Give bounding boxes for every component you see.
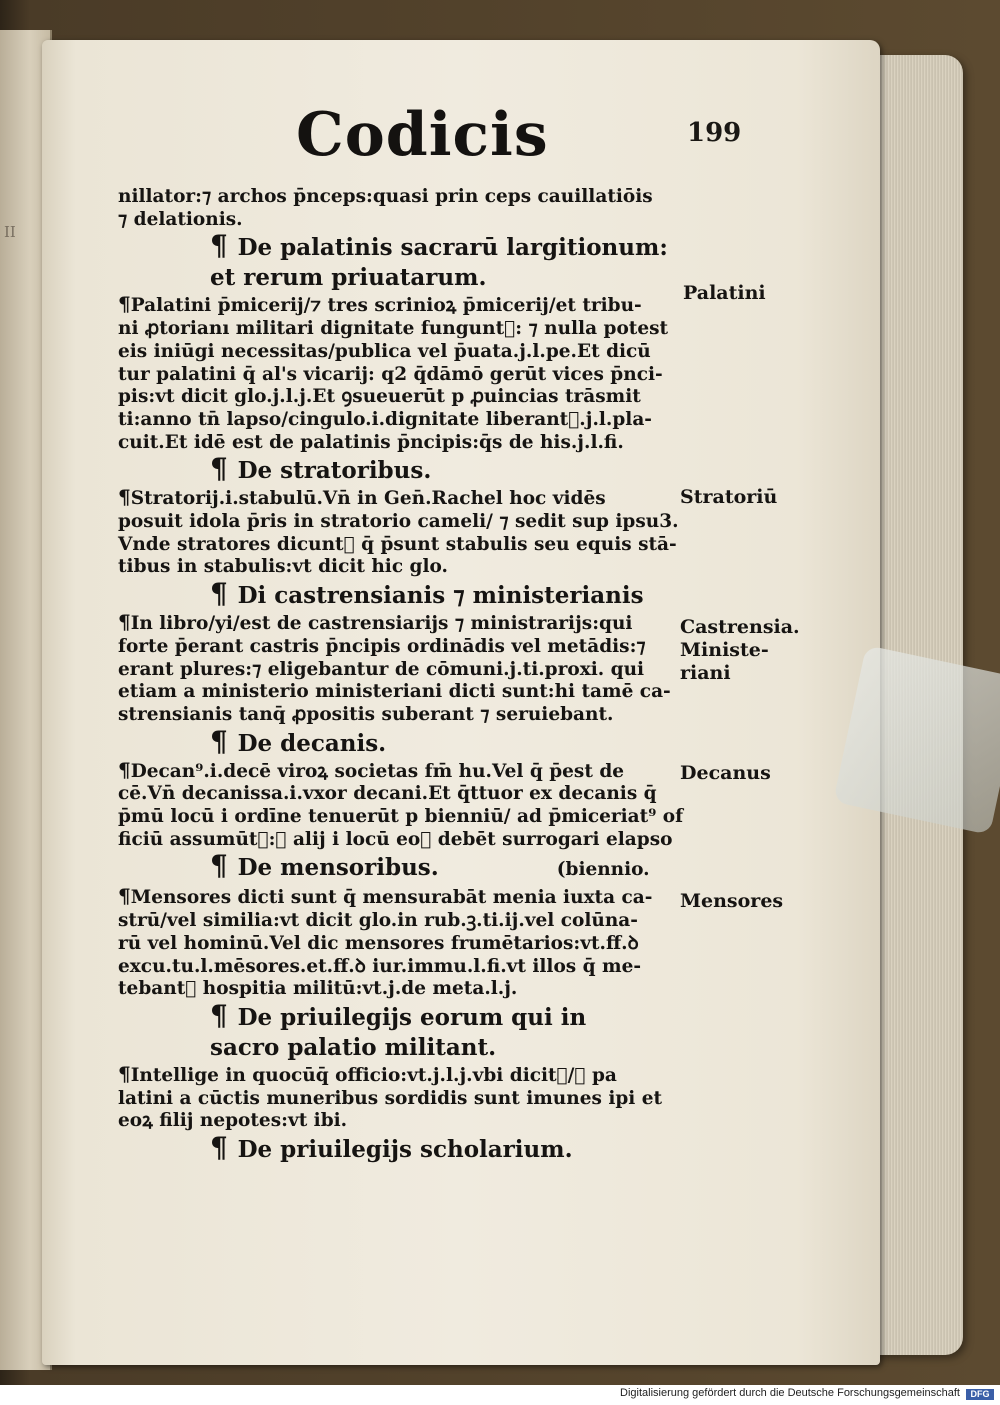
heading-text: De palatinis sacrarū largitionum: [237, 234, 668, 262]
line-text: Intellige in quocūq̄ officio:vt.j.l.j.vbi dicitᷣ/ꝙ pa [130, 1064, 617, 1086]
line-text: ti:anno tn̄ lapso/cingulo.i.dignitate liberantᷣ.j.l.pla- [118, 408, 652, 430]
text-line [118, 409, 688, 432]
line-text: posuit idola p̄ris in stratorio cameli/ ⁊ sedit sup ipsu3. [118, 511, 679, 533]
margin-note-mensores: Mensores [680, 890, 784, 912]
text-line [118, 704, 688, 727]
footer-credit: Digitalisierung gefördert durch die Deutsche Forschungsgemeinschaft [620, 1387, 960, 1399]
text-line [118, 186, 688, 209]
line-text: erant plures:⁊ eligebantur de cōmuni.j.ti.proxi. qui [118, 658, 645, 680]
text-line [118, 783, 688, 806]
pilcrow-icon: ¶ [210, 998, 238, 1032]
running-title: Codicis [296, 100, 549, 170]
line-text: Vnde stratores dicuntᷣ q̄ p̄sunt stabulis seu equis stā- [118, 533, 677, 555]
pilcrow-icon: ¶ [118, 884, 131, 909]
dfg-logo: DFG [966, 1389, 994, 1400]
line-text: strū/vel similia:vt dicit glo.in rub.ꝫ.ti.ij.vel colūna- [118, 910, 638, 932]
heading-text: De mensoribus. [237, 854, 439, 882]
line-text: cē.Vn̄ decanissa.i.vxor decani.Et q̄ttuor ex decanis q̄ [118, 783, 657, 805]
text-line [118, 209, 688, 232]
carry-over-word: (biennio. [556, 859, 650, 881]
line-text: tur palatini q̄ al's vicarij: q2 q̄dāmō gerūt vices p̄nci- [118, 363, 663, 385]
section-heading [118, 1033, 688, 1063]
text-line [118, 386, 688, 409]
text-line [118, 910, 688, 933]
pilcrow-icon: ¶ [118, 610, 131, 635]
pilcrow-icon: ¶ [118, 292, 131, 317]
line-text: strensianis tanq̄ ꝓpositis suberant ⁊ seruiebant. [118, 703, 614, 725]
text-line [118, 806, 688, 829]
text-line [118, 432, 688, 455]
line-text: In libro/yi/est de castrensiarijs ⁊ ministrarijs:qui [130, 613, 633, 635]
line-text: eis iniūgi necessitas/publica vel p̄uata.j.l.pe.Et dicū [118, 340, 651, 362]
margin-note-castrensia: Castrensia. [680, 616, 800, 638]
section-heading [118, 851, 688, 885]
line-text: ficiū assumūtᷣ:⁊ alij i locū eoꝝ debēt surrogari elapso [118, 828, 673, 850]
paragraph-first-line [118, 611, 688, 636]
pilcrow-icon: ¶ [210, 1131, 238, 1165]
section-heading [118, 579, 688, 611]
line-text: pis:vt dicit glo.j.l.j.Et ꝯsueuerūt p ꝓuincias trāsmit [118, 386, 641, 408]
text-line [118, 318, 688, 341]
margin-note-palatini: Palatini [683, 282, 766, 304]
text-line [118, 956, 688, 979]
text-line [118, 829, 688, 852]
line-text: latini a cūctis muneribus sordidis sunt imunes ipi et [118, 1087, 663, 1109]
line-text: ni ꝓtorianı militari dignitate funguntᷣ: ⁊ nulla potest [118, 318, 669, 340]
line-text: Palatini p̄micerij/⁊ tres scrinioꝝ p̄micerij/et tribu- [130, 295, 642, 317]
pilcrow-icon: ¶ [210, 229, 238, 263]
text-line [118, 659, 688, 682]
text-line [118, 556, 688, 579]
line-text: Stratorij.i.stabulū.Vn̄ in Gen̄.Rachel hoc vidēs [130, 488, 606, 510]
line-text: eoꝝ filij nepotes:vt ibi. [118, 1110, 348, 1132]
text-line [118, 1110, 688, 1133]
heading-text: De priuilegijs eorum qui in [237, 1003, 587, 1031]
pilcrow-icon: ¶ [118, 757, 131, 782]
text-line [118, 681, 688, 704]
line-text: forte p̄erant castris p̄ncipis ordinādis vel metādis:⁊ [118, 635, 646, 657]
paragraph-first-line [118, 885, 688, 910]
section-heading [118, 998, 688, 1033]
section-heading [118, 1133, 688, 1165]
heading-text: De decanis. [237, 729, 387, 757]
text-line [118, 511, 688, 534]
text-line [118, 1088, 688, 1111]
section-heading [118, 724, 688, 759]
heading-text: sacro palatio militant. [210, 1033, 497, 1061]
heading-text: De stratoribus. [237, 457, 432, 485]
line-text: etiam a ministerio ministeriani dicti sunt:hi tamē ca- [118, 681, 671, 703]
text-line [118, 978, 688, 1001]
line-text: ⁊ delationis. [118, 208, 243, 230]
line-text: Decan⁹.i.decē viroꝝ societas fm̄ hu.Vel q̄ p̄est de [130, 760, 625, 782]
heading-text: Di castrensianis ⁊ ministerianis [237, 582, 644, 610]
margin-note-stratorium: Stratoriū [680, 486, 778, 508]
folio-number: 199 [687, 118, 742, 148]
heading-text: et rerum priuatarum. [210, 264, 487, 292]
text-line [118, 933, 688, 956]
pilcrow-icon: ¶ [210, 452, 238, 486]
previous-page-bleed-text: II [4, 223, 16, 241]
margin-note-ministeriani-2: riani [680, 662, 731, 684]
pilcrow-icon: ¶ [210, 577, 238, 611]
paragraph-first-line [118, 486, 688, 511]
main-text-block [118, 186, 688, 1165]
section-heading [118, 231, 688, 263]
line-text: nillator:⁊ archos p̄nceps:quasi prin ceps cauillatiōis [118, 186, 653, 207]
paragraph-first-line [118, 1063, 688, 1088]
text-line [118, 364, 688, 387]
margin-note-ministeriani-1: Ministe- [680, 639, 769, 661]
pilcrow-icon: ¶ [118, 485, 131, 510]
heading-text: De priuilegijs scholarium. [237, 1136, 573, 1164]
line-text: p̄mū locū i ordīne tenuerūt p bienniū/ ad p̄miceriat⁹ of [118, 806, 684, 828]
margin-note-decanus: Decanus [680, 762, 771, 784]
text-line [118, 636, 688, 659]
line-text: Mensores dicti sunt q̄ mensurabāt menia iuxta ca- [130, 887, 653, 909]
line-text: tibus in stabulis:vt dicit hic glo. [118, 556, 448, 578]
paragraph-first-line [118, 293, 688, 318]
line-text: cuit.Et idē est de palatinis p̄ncipis:q̄s de his.j.l.fi. [118, 431, 624, 453]
text-line [118, 534, 688, 557]
line-text: rū vel hominū.Vel dic mensores frumētarios:vt.ff.ꝺ [118, 932, 639, 954]
line-text: tebantᷣ hospitia militū:vt.j.de meta.l.j. [118, 978, 518, 1000]
text-line [118, 341, 688, 364]
line-text: excu.tu.l.mēsores.et.ff.ꝺ iur.immu.l.fi.vt illos q̄ me- [118, 955, 642, 977]
paragraph-first-line [118, 759, 688, 784]
section-heading [118, 263, 688, 293]
pilcrow-icon: ¶ [210, 849, 238, 883]
section-heading [118, 454, 688, 486]
pilcrow-icon: ¶ [210, 724, 238, 758]
pilcrow-icon: ¶ [118, 1061, 131, 1086]
